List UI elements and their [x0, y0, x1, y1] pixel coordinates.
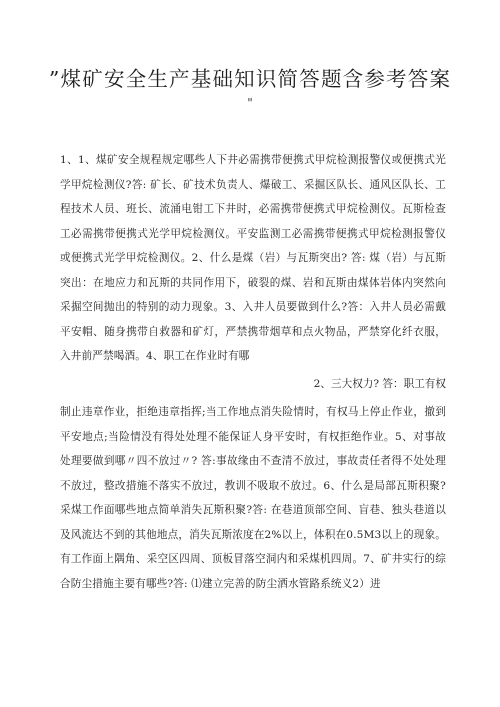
paragraph-1: 1、1、煤矿安全规程规定哪些人下井必需携带便携式甲烷检测报警仪或便携式光学甲烷检测仪?答: 矿长、矿技术负责人、爆破工、采掘区队长、通风区队长、工程技术人员、班长、流涌电钳工下井时，必需携带便携式甲烷检测仪。瓦斯检查工必需携带便携式光学甲烷检测仪。平安监测工必需携带便携式甲烷检测报警仪或便携式光学甲烷检测仪。2、什么是煤（岩）与瓦斯突出? 答: 煤（岩）与瓦斯突出：在地应力和瓦斯的共同作用下，破裂的煤、岩和瓦斯由煤体岩体内突然向采掘空间抛出的特别的动力现象。3、入井人员要做到什么?答：入井人员必需戴平安帽、随身携带自救器和矿灯，严禁携带烟草和点火物品，严禁穿化纤衣服，入井前严禁喝酒。4、职工在作业时有哪: [60, 154, 446, 362]
paragraph-2: 制止违章作业，拒绝违章指挥;当工作地点消失险情时，有权马上停止作业，撤到平安地点;当险情没有得处处理不能保证人身平安时，有权拒绝作业。5、对事故处理要做到哪〃四不放过〃? 答:事故缘由不查清不放过，事故责任者得不处处理不放过，整改措施不落实不放过，教训不吸取不放过。6、什么是局部瓦斯积聚?采煤工作面哪些地点简单消失瓦斯积聚?答: 在巷道顶部空间、盲巷、独头巷道以及风流达不到的其他地点，消失瓦斯浓度在2%以上，体积在0.5M3以上的现象。有工作面上隅角、采空区四周、顶板冒落空洞内和采煤机四周。7、矿井实行的综合防尘措施主要有哪些?答: ⑴建立完善的防尘洒水管路系统义2）进: [60, 406, 446, 590]
right-aligned-line: 2、三大权力? 答：职工有权: [313, 378, 446, 390]
title-mark: ": [247, 96, 253, 110]
document-title: ”煤矿安全生产基础知识简答题含参考答案: [48, 67, 452, 91]
